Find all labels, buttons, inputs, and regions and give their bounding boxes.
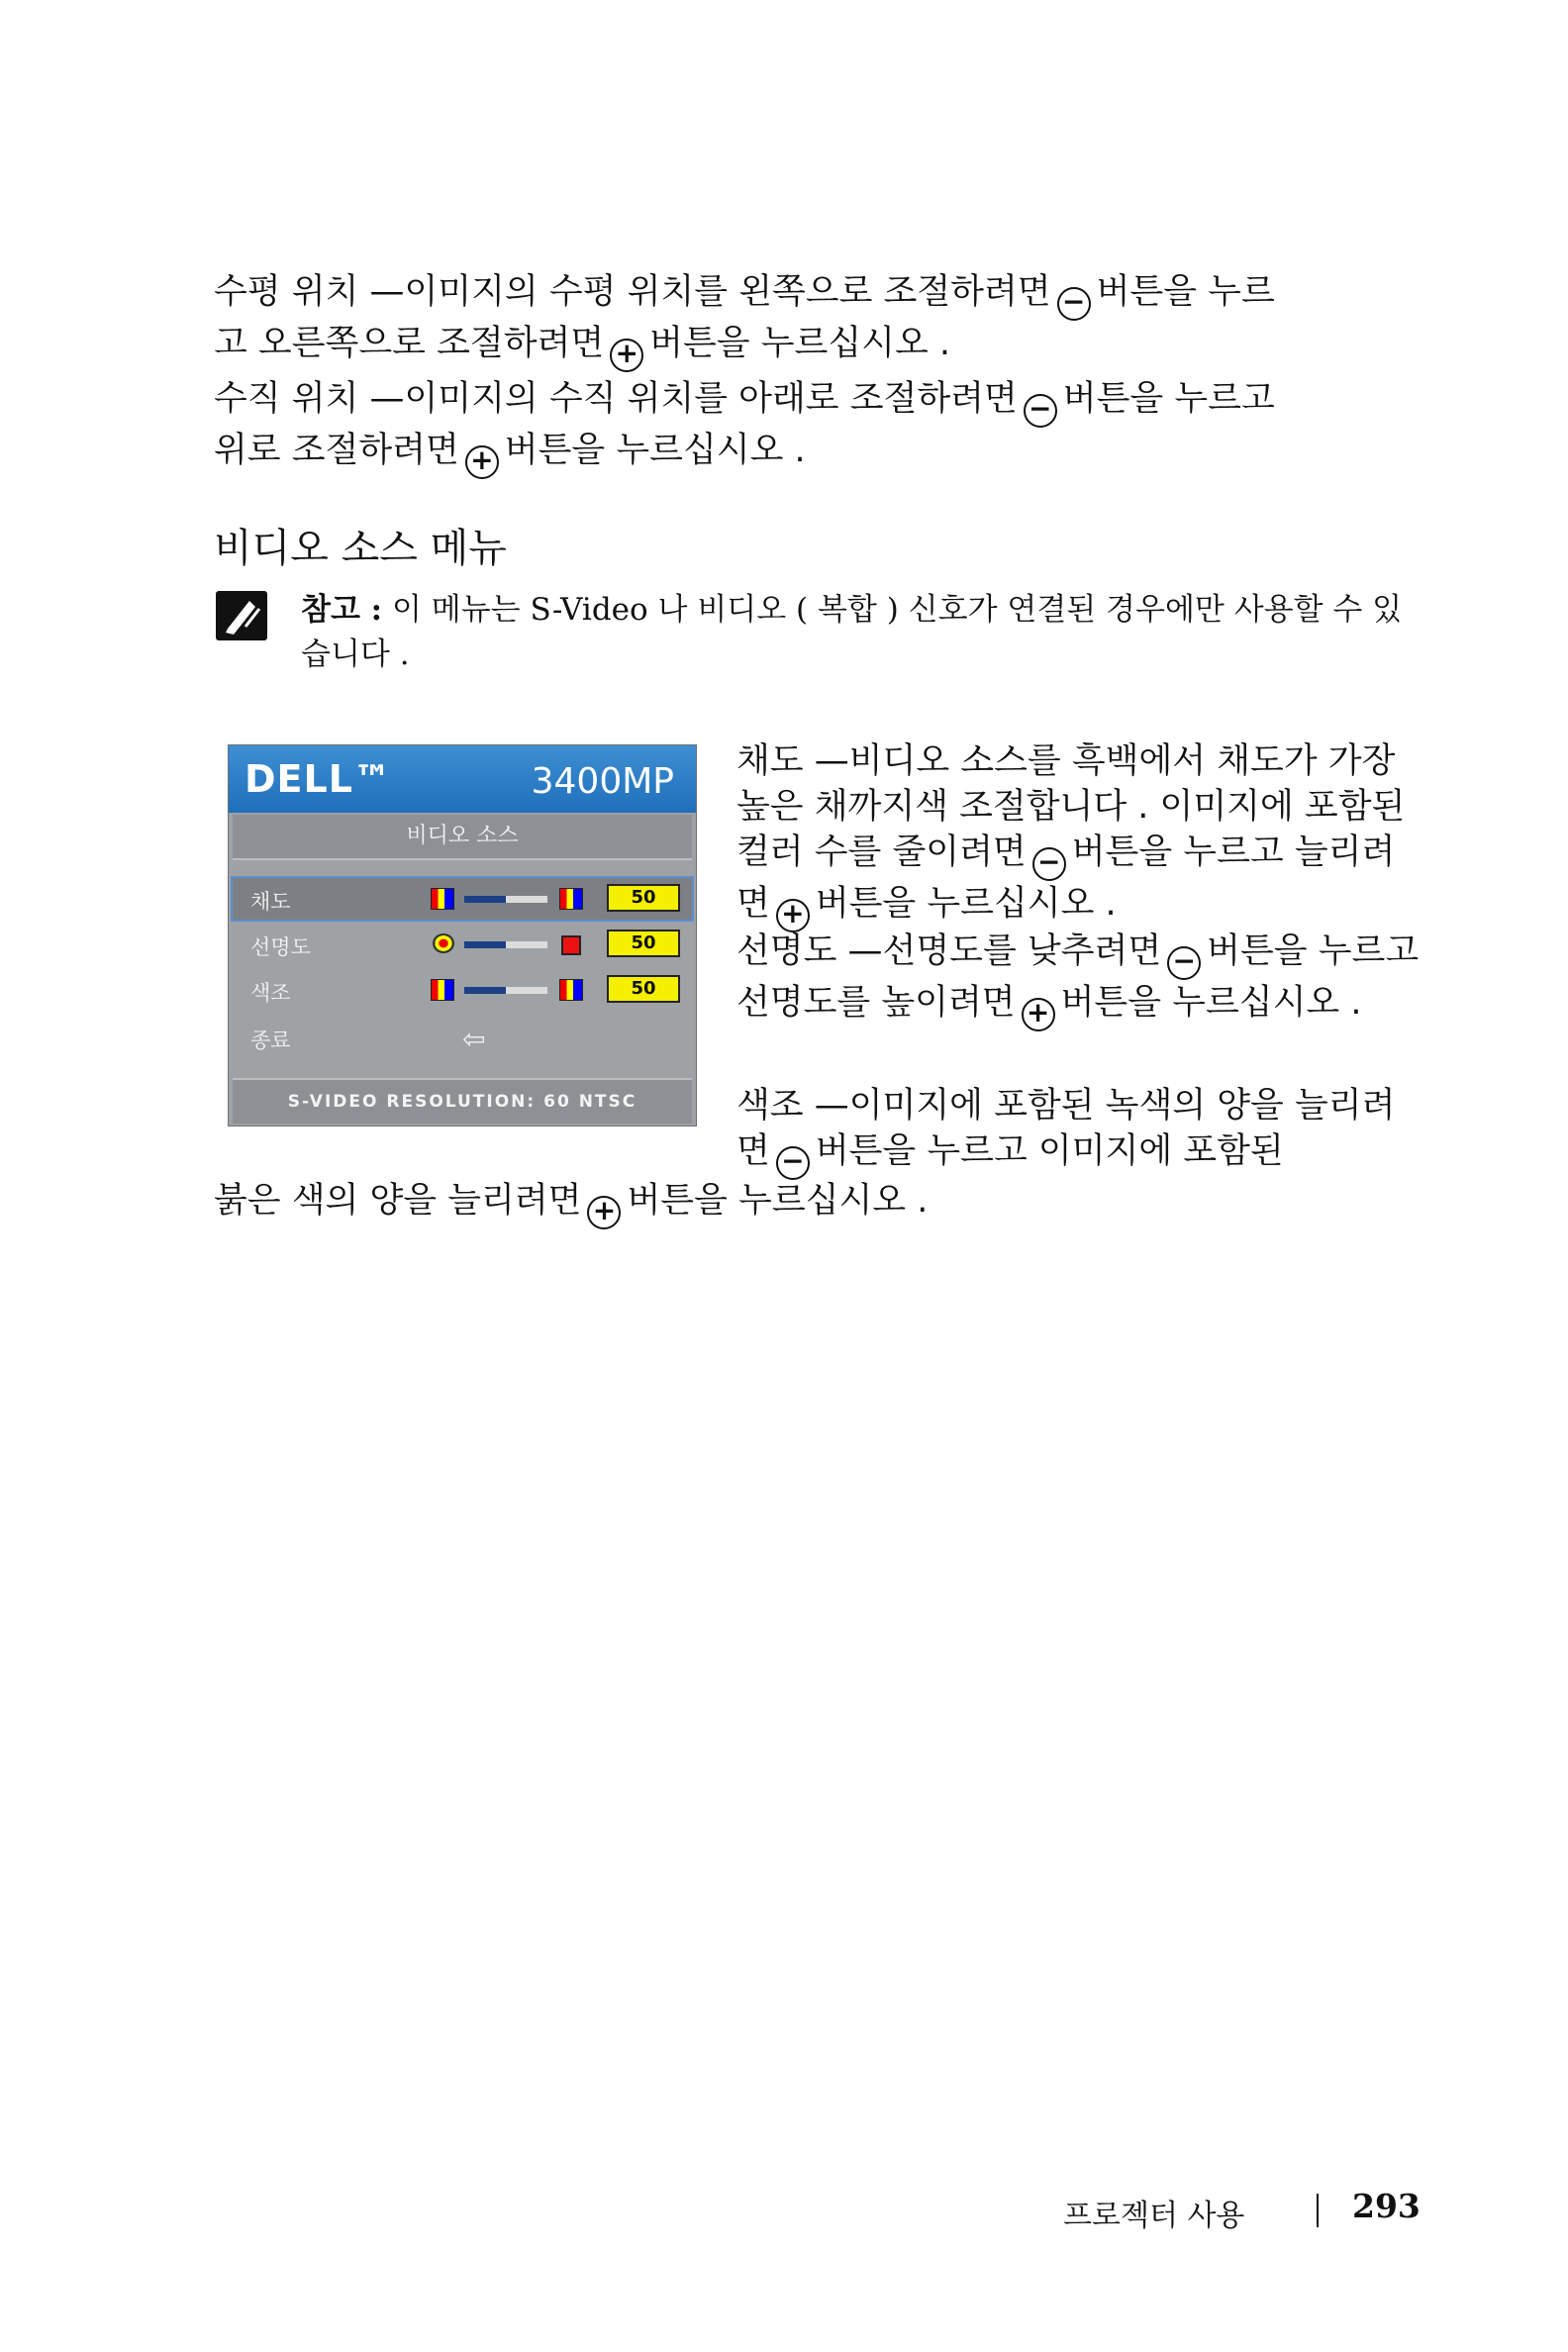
- tint-value: 50: [607, 975, 680, 1003]
- saturation-low-icon: [431, 888, 454, 910]
- sharpness-value: 50: [607, 930, 680, 957]
- minus-button-icon: −: [1024, 394, 1057, 428]
- video-source-menu-screenshot: [228, 744, 697, 1127]
- plus-button-icon: +: [1022, 998, 1055, 1031]
- osd-row-sharpness: 선명도 50: [233, 924, 692, 965]
- plus-button-icon: +: [776, 899, 810, 932]
- note-pencil-icon: [216, 591, 267, 640]
- vertical-position-text: 수직 위치 —이미지의 수직 위치를 아래로 조절하려면 − 버튼을 누르고 위로 조절하려면 + 버튼을 누르십시오 .: [214, 376, 1407, 479]
- return-arrow-icon: ⇦: [462, 1023, 486, 1055]
- minus-button-icon: −: [1167, 946, 1201, 980]
- horizontal-position-text: 수평 위치 —이미지의 수평 위치를 왼쪽으로 조절하려면 − 버튼을 누르 고 오른쪽으로 조절하려면 + 버튼을 누르십시오 .: [214, 269, 1407, 372]
- osd-header: [229, 745, 696, 813]
- page-number: 293: [1352, 2187, 1421, 2225]
- note-label: 참고 :: [301, 592, 383, 628]
- osd-row-saturation: 채도 50: [233, 878, 692, 920]
- tint-description: 색조 —이미지에 포함된 녹색의 양을 늘리려면 − 버튼을 누르고 이미지에 포함된: [736, 1083, 1420, 1180]
- sharpness-description: 선명도 —선명도를 낮추려면 − 버튼을 누르고 선명도를 높이려면 + 버튼을 누르십시오 .: [736, 929, 1420, 1031]
- saturation-value: 50: [607, 884, 680, 912]
- footer-divider: [1317, 2194, 1319, 2227]
- model-name: 3400MP: [531, 761, 674, 802]
- minus-button-icon: −: [1057, 287, 1091, 321]
- osd-row-exit: 종료 ⇦: [250, 1023, 486, 1055]
- sharpness-slider: [464, 941, 547, 948]
- osd-resolution-footer: S-VIDEO RESOLUTION: 60 NTSC: [233, 1078, 692, 1124]
- plus-button-icon: +: [610, 339, 643, 372]
- saturation-slider: [464, 896, 547, 903]
- section-title: 비디오 소스 메뉴: [214, 526, 507, 571]
- tint-slider: [464, 987, 547, 994]
- dell-logo: DELL™: [245, 757, 392, 801]
- tint-high-icon: [559, 979, 583, 1001]
- note: [301, 588, 1410, 677]
- plus-button-icon: +: [465, 445, 499, 479]
- note-body: 이 메뉴는 S-Video 나 비디오 ( 복합 ) 신호가 연결된 경우에만 사용할 수 있습니다 .: [301, 592, 1403, 672]
- saturation-high-icon: [559, 888, 583, 910]
- minus-button-icon: −: [1032, 847, 1066, 881]
- plus-button-icon: +: [587, 1196, 621, 1229]
- sharpness-low-icon: [433, 933, 454, 953]
- minus-button-icon: −: [776, 1146, 810, 1180]
- tint-description-continued: 붉은 색의 양을 늘리려면 + 버튼을 누르십시오 .: [214, 1178, 1407, 1229]
- footer-section-title: 프로젝터 사용: [1063, 2199, 1245, 2233]
- sharpness-high-icon: [561, 935, 581, 955]
- osd-row-tint: 색조 50: [233, 969, 692, 1011]
- saturation-description: 채도 —비디오 소스를 흑백에서 채도가 가장 높은 채까지색 조절합니다 . 이미지에 포함된 컬러 수를 줄이려면 − 버튼을 누르고 늘리려면 + 버튼을 누르십시오 .: [736, 738, 1420, 932]
- tint-low-icon: [431, 979, 454, 1001]
- osd-menu-title: 비디오 소스: [233, 815, 692, 860]
